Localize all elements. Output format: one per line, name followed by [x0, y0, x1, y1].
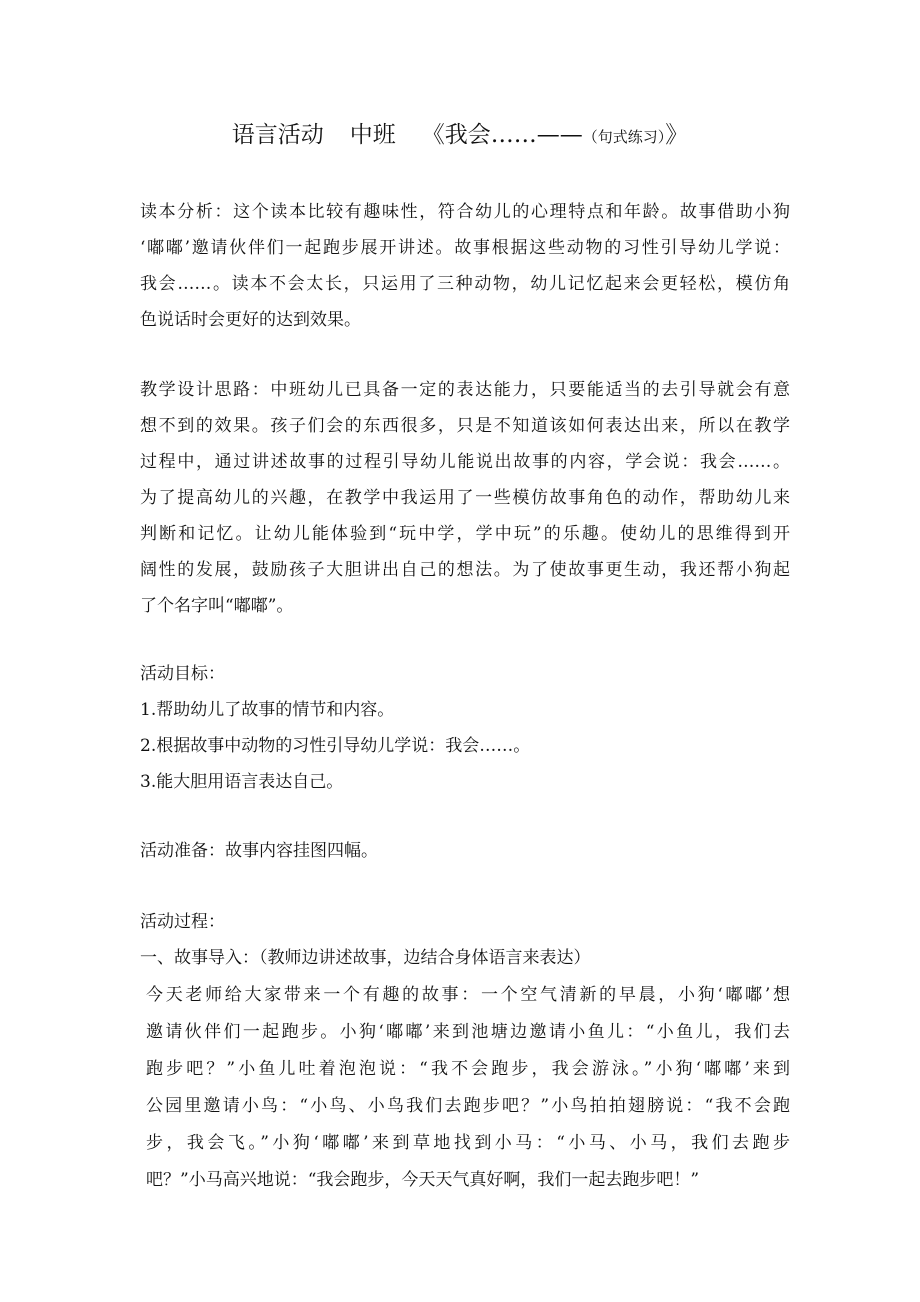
design-line: 判断和记忆。让幼儿能体验到“玩中学，学中玩”的乐趣。使幼儿的思维得到开	[140, 524, 790, 544]
analysis-paragraph	[140, 194, 790, 338]
design-line: 了个名字叫“嘟嘟”。	[140, 596, 294, 616]
design-line: 教学设计思路：中班幼儿已具备一定的表达能力，只要能适当的去引导就会有意	[140, 380, 790, 400]
design-line: 为了提高幼儿的兴趣，在教学中我运用了一些模仿故事角色的动作，帮助幼儿来	[140, 488, 790, 508]
design-line: 过程中，通过讲述故事的过程引导幼儿能说出故事的内容，学会说：我会……。	[140, 452, 790, 472]
goal-item: 3.能大胆用语言表达自己。	[140, 772, 344, 792]
goals-section	[140, 656, 790, 800]
page-title	[0, 118, 920, 154]
title-work: 《我会……——	[421, 122, 583, 148]
prep-section	[140, 833, 790, 869]
design-line: 想不到的效果。孩子们会的东西很多，只是不知道该如何表达出来，所以在教学	[140, 416, 790, 436]
title-work-end: 》	[665, 122, 689, 148]
title-activity: 语言活动	[231, 122, 324, 148]
analysis-line: 我会……。读本不会太长，只运用了三种动物，幼儿记忆起来会更轻松，模仿角	[140, 274, 790, 294]
design-line: 阔性的发展，鼓励孩子大胆讲出自己的想法。为了使故事更生动，我还帮小狗起	[140, 560, 790, 580]
story-line: 跑步吧？”小鱼儿吐着泡泡说：“我不会跑步，我会游泳。”小狗‘嘟嘟’来到	[146, 1059, 790, 1079]
analysis-line: 读本分析：这个读本比较有趣味性，符合幼儿的心理特点和年龄。故事借助小狗	[140, 202, 790, 222]
story-line: 今天老师给大家带来一个有趣的故事：一个空气清新的早晨，小狗‘嘟嘟’想	[146, 985, 790, 1005]
goals-heading: 活动目标：	[140, 664, 225, 684]
title-class: 中班	[349, 122, 396, 148]
story-line: 公园里邀请小鸟：“小鸟、小鸟我们去跑步吧？”小鸟拍拍翅膀说：“我不会跑	[146, 1096, 790, 1116]
title-work-subtitle: （句式练习）	[582, 128, 666, 146]
process-heading: 活动过程：	[140, 912, 225, 932]
analysis-line: ‘嘟嘟’邀请伙伴们一起跑步展开讲述。故事根据这些动物的习性引导幼儿学说：	[140, 238, 790, 258]
story-line: 吧？”小马高兴地说：“我会跑步，今天天气真好啊，我们一起去跑步吧！”	[146, 1170, 700, 1190]
process-step-1: 一、故事导入：（教师边讲述故事，边结合身体语言来表达）	[140, 948, 591, 968]
prep-text: 活动准备：故事内容挂图四幅。	[140, 841, 378, 861]
analysis-line: 色说话时会更好的达到效果。	[140, 310, 361, 330]
process-section	[140, 904, 790, 976]
goal-item: 2.根据故事中动物的习性引导幼儿学说：我会……。	[140, 736, 531, 756]
story-line: 邀请伙伴们一起跑步。小狗‘嘟嘟’来到池塘边邀请小鱼儿：“小鱼儿，我们去	[146, 1022, 790, 1042]
story-line: 步，我会飞。”小狗‘嘟嘟’来到草地找到小马：“小马、小马，我们去跑步	[146, 1133, 790, 1153]
goal-item: 1.帮助幼儿了故事的情节和内容。	[140, 700, 395, 720]
design-paragraph	[140, 372, 790, 624]
story-paragraph	[146, 977, 790, 1199]
